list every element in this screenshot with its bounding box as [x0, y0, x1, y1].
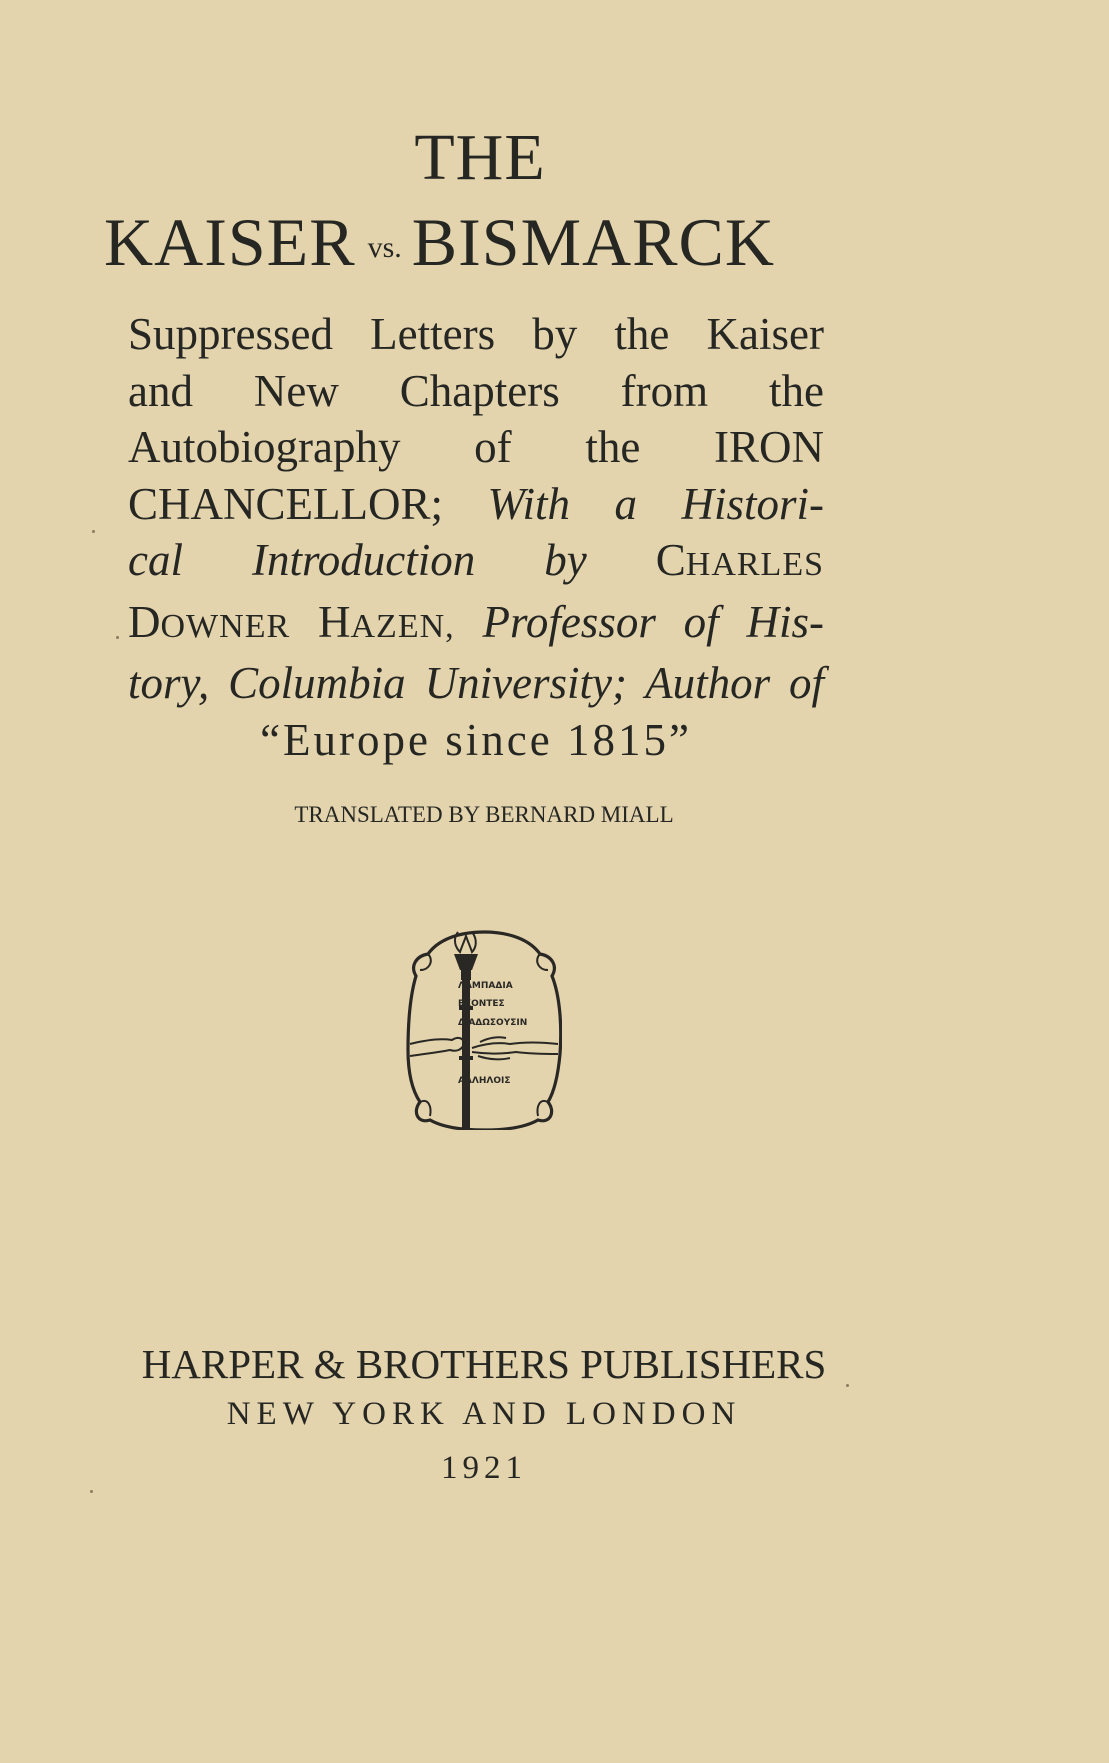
initial-d: D [128, 596, 161, 647]
title-bismarck: BISMARCK [411, 204, 775, 280]
subtitle-columbia: tory, Columbia University; Author of [128, 658, 824, 708]
subtitle-line-6 [128, 594, 824, 656]
subtitle-line-7 [128, 655, 824, 712]
paper-speck [92, 530, 95, 533]
subtitle-line-5 [128, 532, 824, 594]
publication-year: 1921 [441, 1450, 527, 1486]
clasped-hands-icon [410, 1037, 558, 1059]
main-title [104, 200, 864, 290]
author-last-name [318, 597, 455, 647]
title-vs: vs. [367, 231, 402, 264]
author-first-name [656, 535, 824, 585]
initial-h: H [318, 596, 351, 647]
subtitle-professor: Professor of His- [482, 596, 825, 647]
subtitle-historical: With a Histori- [487, 478, 825, 529]
subtitle-chancellor: CHANCELLOR; [128, 478, 443, 529]
paper-speck [846, 1384, 849, 1387]
initial-c: C [655, 535, 686, 585]
paper-speck [90, 1490, 93, 1493]
first-name-rest: HARLES [685, 546, 824, 583]
subtitle-line-4 [128, 476, 824, 533]
subtitle-introduction: cal Introduction by [128, 535, 587, 585]
publisher-name: HARPER & BROTHERS PUBLISHERS [141, 1341, 827, 1387]
inscription-line-1: ΛΑΜΠΑΔΙΑ [458, 981, 513, 991]
author-middle-name [128, 597, 290, 647]
torch-and-clasped-hands-publisher-device [406, 926, 562, 1130]
subtitle-line-8: “Europe since 1815” [260, 714, 692, 765]
subtitle-line-2: and New Chapters from the [128, 365, 824, 416]
middle-name-rest: OWNER [160, 607, 291, 645]
last-name-rest: AZEN, [350, 607, 455, 645]
inscription-line-4: ΑΛΛΗΛΟΙΣ [458, 1076, 511, 1086]
title-kaiser: KAISER [104, 204, 356, 280]
paper-speck [116, 636, 119, 639]
inscription-line-3: ΔΙΑΔΩΣΟΥΣΙΝ [458, 1018, 528, 1028]
subtitle-line-3: Autobiography of the IRON [128, 422, 824, 472]
subtitle-block [128, 306, 824, 768]
publication-place: NEW YORK AND LONDON [226, 1396, 742, 1432]
translator-credit: TRANSLATED BY BERNARD MIALL [294, 802, 674, 827]
subtitle-line-1: Suppressed Letters by the Kaiser [128, 309, 824, 359]
torch-icon [454, 932, 478, 1128]
inscription-line-2: ΕΧΟΝΤΕΣ [458, 999, 505, 1009]
title-the: THE [414, 121, 546, 194]
